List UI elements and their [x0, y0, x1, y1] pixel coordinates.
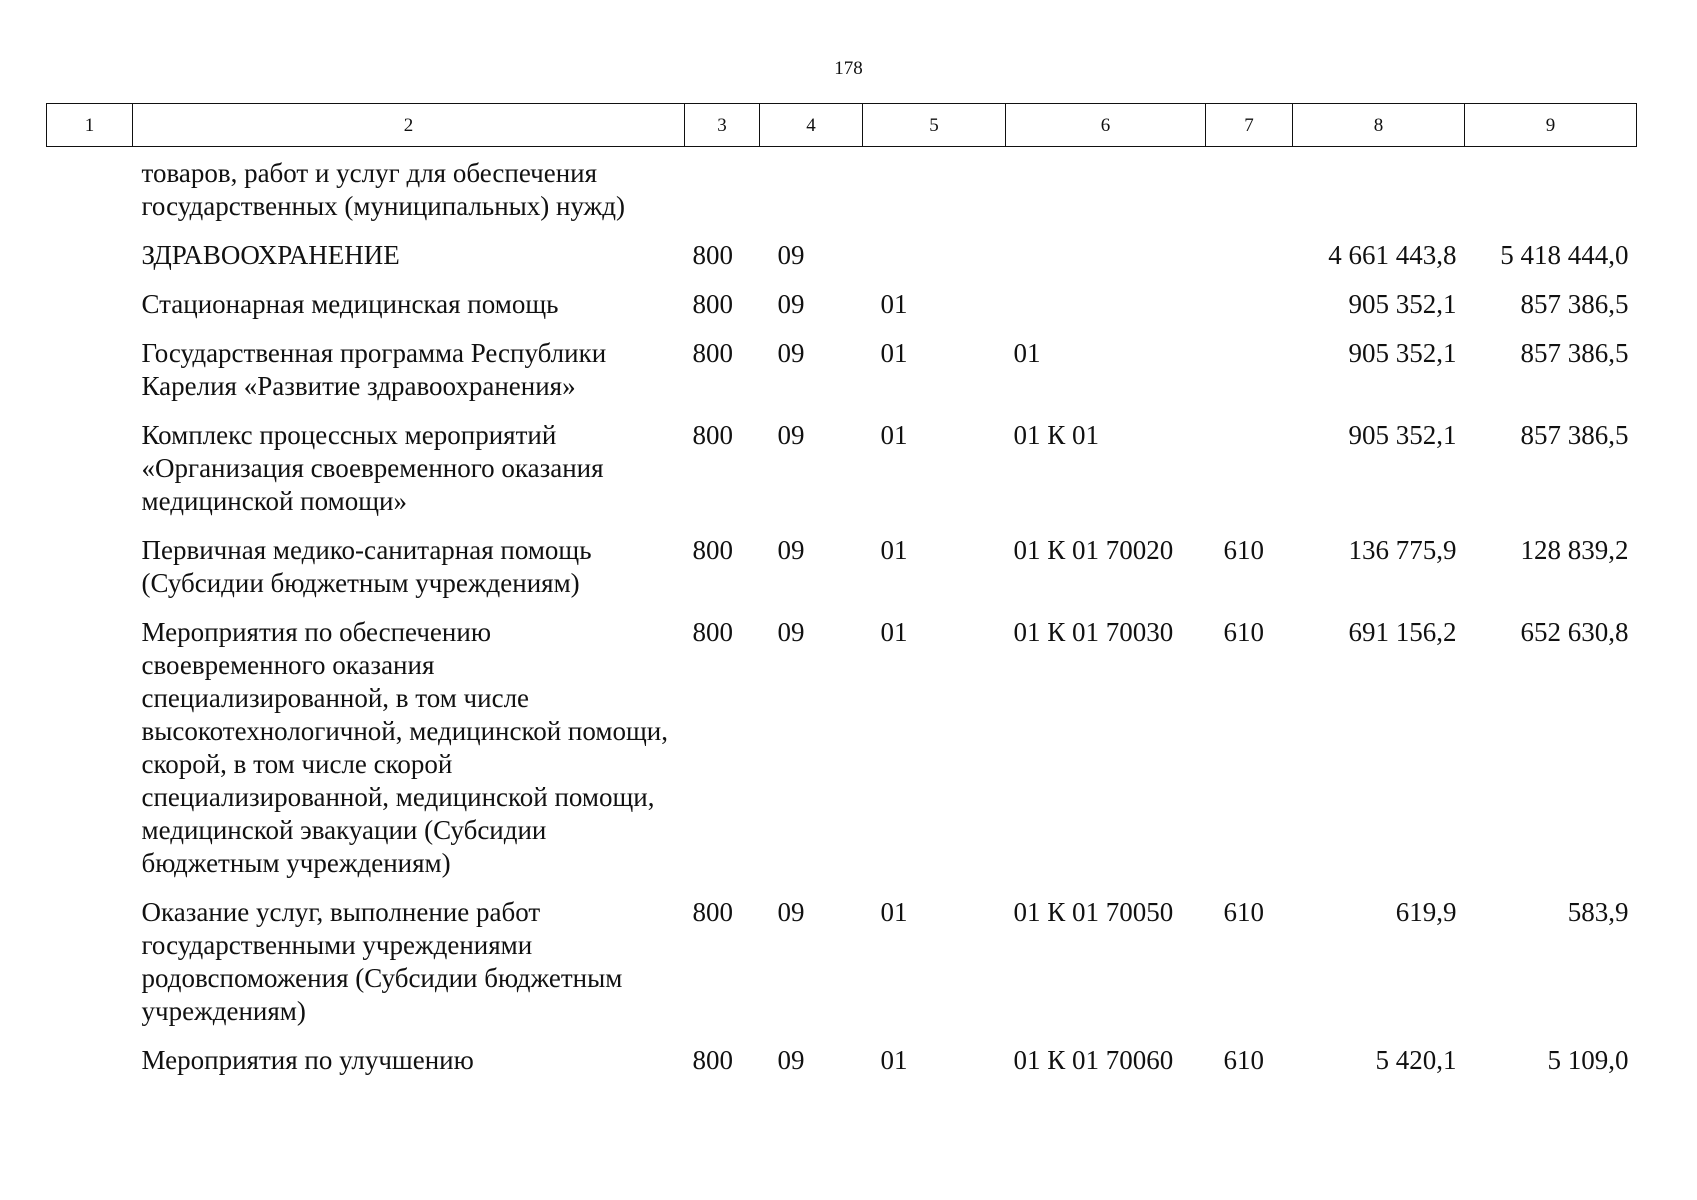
column-numbers-row — [47, 104, 1637, 147]
table-row — [47, 288, 1637, 337]
column-header: 2 — [133, 104, 685, 147]
cell-subsection: 01 — [880, 897, 908, 927]
cell-section: 09 — [777, 897, 805, 927]
column-header: 3 — [685, 104, 760, 147]
cell-subsection: 01 — [880, 338, 908, 368]
cell-ministry-code: 800 — [692, 289, 733, 319]
cell-section: 09 — [777, 240, 805, 270]
cell-amount-8: 5 420,1 — [1375, 1045, 1457, 1075]
cell-amount-9 — [1465, 147, 1637, 240]
cell-target-article: 01 К 01 70050 — [1013, 897, 1174, 927]
cell-subsection: 01 — [880, 289, 908, 319]
cell-amount-8: 691 156,2 — [1348, 617, 1457, 647]
cell-target-article: 01 К 01 70060 — [1013, 1045, 1174, 1075]
cell-section — [760, 147, 863, 240]
cell-amount-9: 857 386,5 — [1520, 420, 1629, 450]
cell-target-article — [1006, 147, 1206, 240]
cell-col1 — [47, 534, 133, 616]
cell-expense-type — [1206, 147, 1293, 240]
cell-subsection: 01 — [880, 617, 908, 647]
table-body — [47, 147, 1637, 1094]
cell-name: Государственная программа Республики Карелия «Развитие здравоохранения» — [141, 338, 607, 401]
cell-section: 09 — [777, 289, 805, 319]
cell-section: 09 — [777, 617, 805, 647]
table-row — [47, 239, 1637, 288]
cell-amount-9: 5 109,0 — [1547, 1045, 1629, 1075]
cell-target-article: 01 К 01 — [1013, 420, 1100, 450]
cell-col1 — [47, 616, 133, 896]
column-header: 9 — [1465, 104, 1637, 147]
cell-name: товаров, работ и услуг для обеспечения государственных (муниципальных) нужд) — [141, 158, 626, 221]
cell-expense-type: 610 — [1223, 1045, 1264, 1075]
cell-name: Стационарная медицинская помощь — [141, 289, 559, 319]
cell-amount-8 — [1293, 147, 1465, 240]
cell-name: Мероприятия по обеспечению своевременного оказания специализированной, в том числе высокотехнологичной, медицинской помощи, скорой, в том числе скорой специализированной, медицинской помощи, медицинской эвакуации (Субсидии бюджетным учреждениям) — [141, 617, 668, 878]
cell-section: 09 — [777, 338, 805, 368]
cell-amount-8: 619,9 — [1395, 897, 1457, 927]
cell-amount-8: 905 352,1 — [1348, 420, 1457, 450]
cell-amount-9: 5 418 444,0 — [1500, 240, 1629, 270]
cell-target-article — [1006, 239, 1206, 288]
table-header — [47, 104, 1637, 147]
cell-amount-8: 905 352,1 — [1348, 289, 1457, 319]
budget-table — [46, 103, 1637, 1093]
cell-ministry-code: 800 — [692, 420, 733, 450]
cell-target-article: 01 К 01 70030 — [1013, 617, 1174, 647]
cell-amount-9: 857 386,5 — [1520, 338, 1629, 368]
cell-amount-9: 652 630,8 — [1520, 617, 1629, 647]
cell-section: 09 — [777, 535, 805, 565]
cell-name: Первичная медико-санитарная помощь (Субсидии бюджетным учреждениям) — [141, 535, 592, 598]
cell-expense-type: 610 — [1223, 897, 1264, 927]
table-row — [47, 534, 1637, 616]
cell-expense-type — [1206, 419, 1293, 534]
table-row — [47, 1044, 1637, 1093]
cell-subsection: 01 — [880, 535, 908, 565]
cell-col1 — [47, 239, 133, 288]
cell-section: 09 — [777, 1045, 805, 1075]
cell-ministry-code: 800 — [692, 897, 733, 927]
cell-expense-type: 610 — [1223, 617, 1264, 647]
cell-name: Оказание услуг, выполнение работ государственными учреждениями родовспоможения (Субсидии бюджетным учреждениям) — [141, 897, 623, 1026]
table-row — [47, 147, 1637, 240]
cell-ministry-code: 800 — [692, 617, 733, 647]
column-header: 8 — [1293, 104, 1465, 147]
cell-col1 — [47, 1044, 133, 1093]
cell-section: 09 — [777, 420, 805, 450]
table-row — [47, 616, 1637, 896]
cell-expense-type — [1206, 239, 1293, 288]
column-header: 1 — [47, 104, 133, 147]
cell-ministry-code: 800 — [692, 1045, 733, 1075]
cell-amount-8: 905 352,1 — [1348, 338, 1457, 368]
cell-subsection — [863, 147, 1006, 240]
cell-subsection: 01 — [880, 420, 908, 450]
column-header: 7 — [1206, 104, 1293, 147]
cell-ministry-code: 800 — [692, 535, 733, 565]
table-row — [47, 419, 1637, 534]
cell-subsection: 01 — [880, 1045, 908, 1075]
cell-expense-type: 610 — [1223, 535, 1264, 565]
column-header: 6 — [1006, 104, 1206, 147]
column-header: 4 — [760, 104, 863, 147]
cell-amount-9: 583,9 — [1567, 897, 1629, 927]
cell-name: Мероприятия по улучшению — [141, 1045, 474, 1075]
cell-amount-9: 857 386,5 — [1520, 289, 1629, 319]
cell-name: ЗДРАВООХРАНЕНИЕ — [141, 240, 400, 270]
cell-col1 — [47, 147, 133, 240]
cell-col1 — [47, 337, 133, 419]
cell-ministry-code — [685, 147, 760, 240]
cell-expense-type — [1206, 288, 1293, 337]
cell-amount-9: 128 839,2 — [1520, 535, 1629, 565]
cell-col1 — [47, 419, 133, 534]
cell-target-article — [1006, 288, 1206, 337]
cell-name: Комплекс процессных мероприятий «Организация своевременного оказания медицинской помощи» — [141, 420, 604, 516]
page-number: 178 — [834, 58, 863, 79]
cell-subsection — [863, 239, 1006, 288]
cell-ministry-code: 800 — [692, 240, 733, 270]
cell-target-article: 01 — [1013, 338, 1041, 368]
table-row — [47, 896, 1637, 1044]
cell-col1 — [47, 288, 133, 337]
cell-target-article: 01 К 01 70020 — [1013, 535, 1174, 565]
cell-expense-type — [1206, 337, 1293, 419]
cell-col1 — [47, 896, 133, 1044]
cell-amount-8: 4 661 443,8 — [1328, 240, 1457, 270]
table-row — [47, 337, 1637, 419]
column-header: 5 — [863, 104, 1006, 147]
cell-amount-8: 136 775,9 — [1348, 535, 1457, 565]
cell-ministry-code: 800 — [692, 338, 733, 368]
